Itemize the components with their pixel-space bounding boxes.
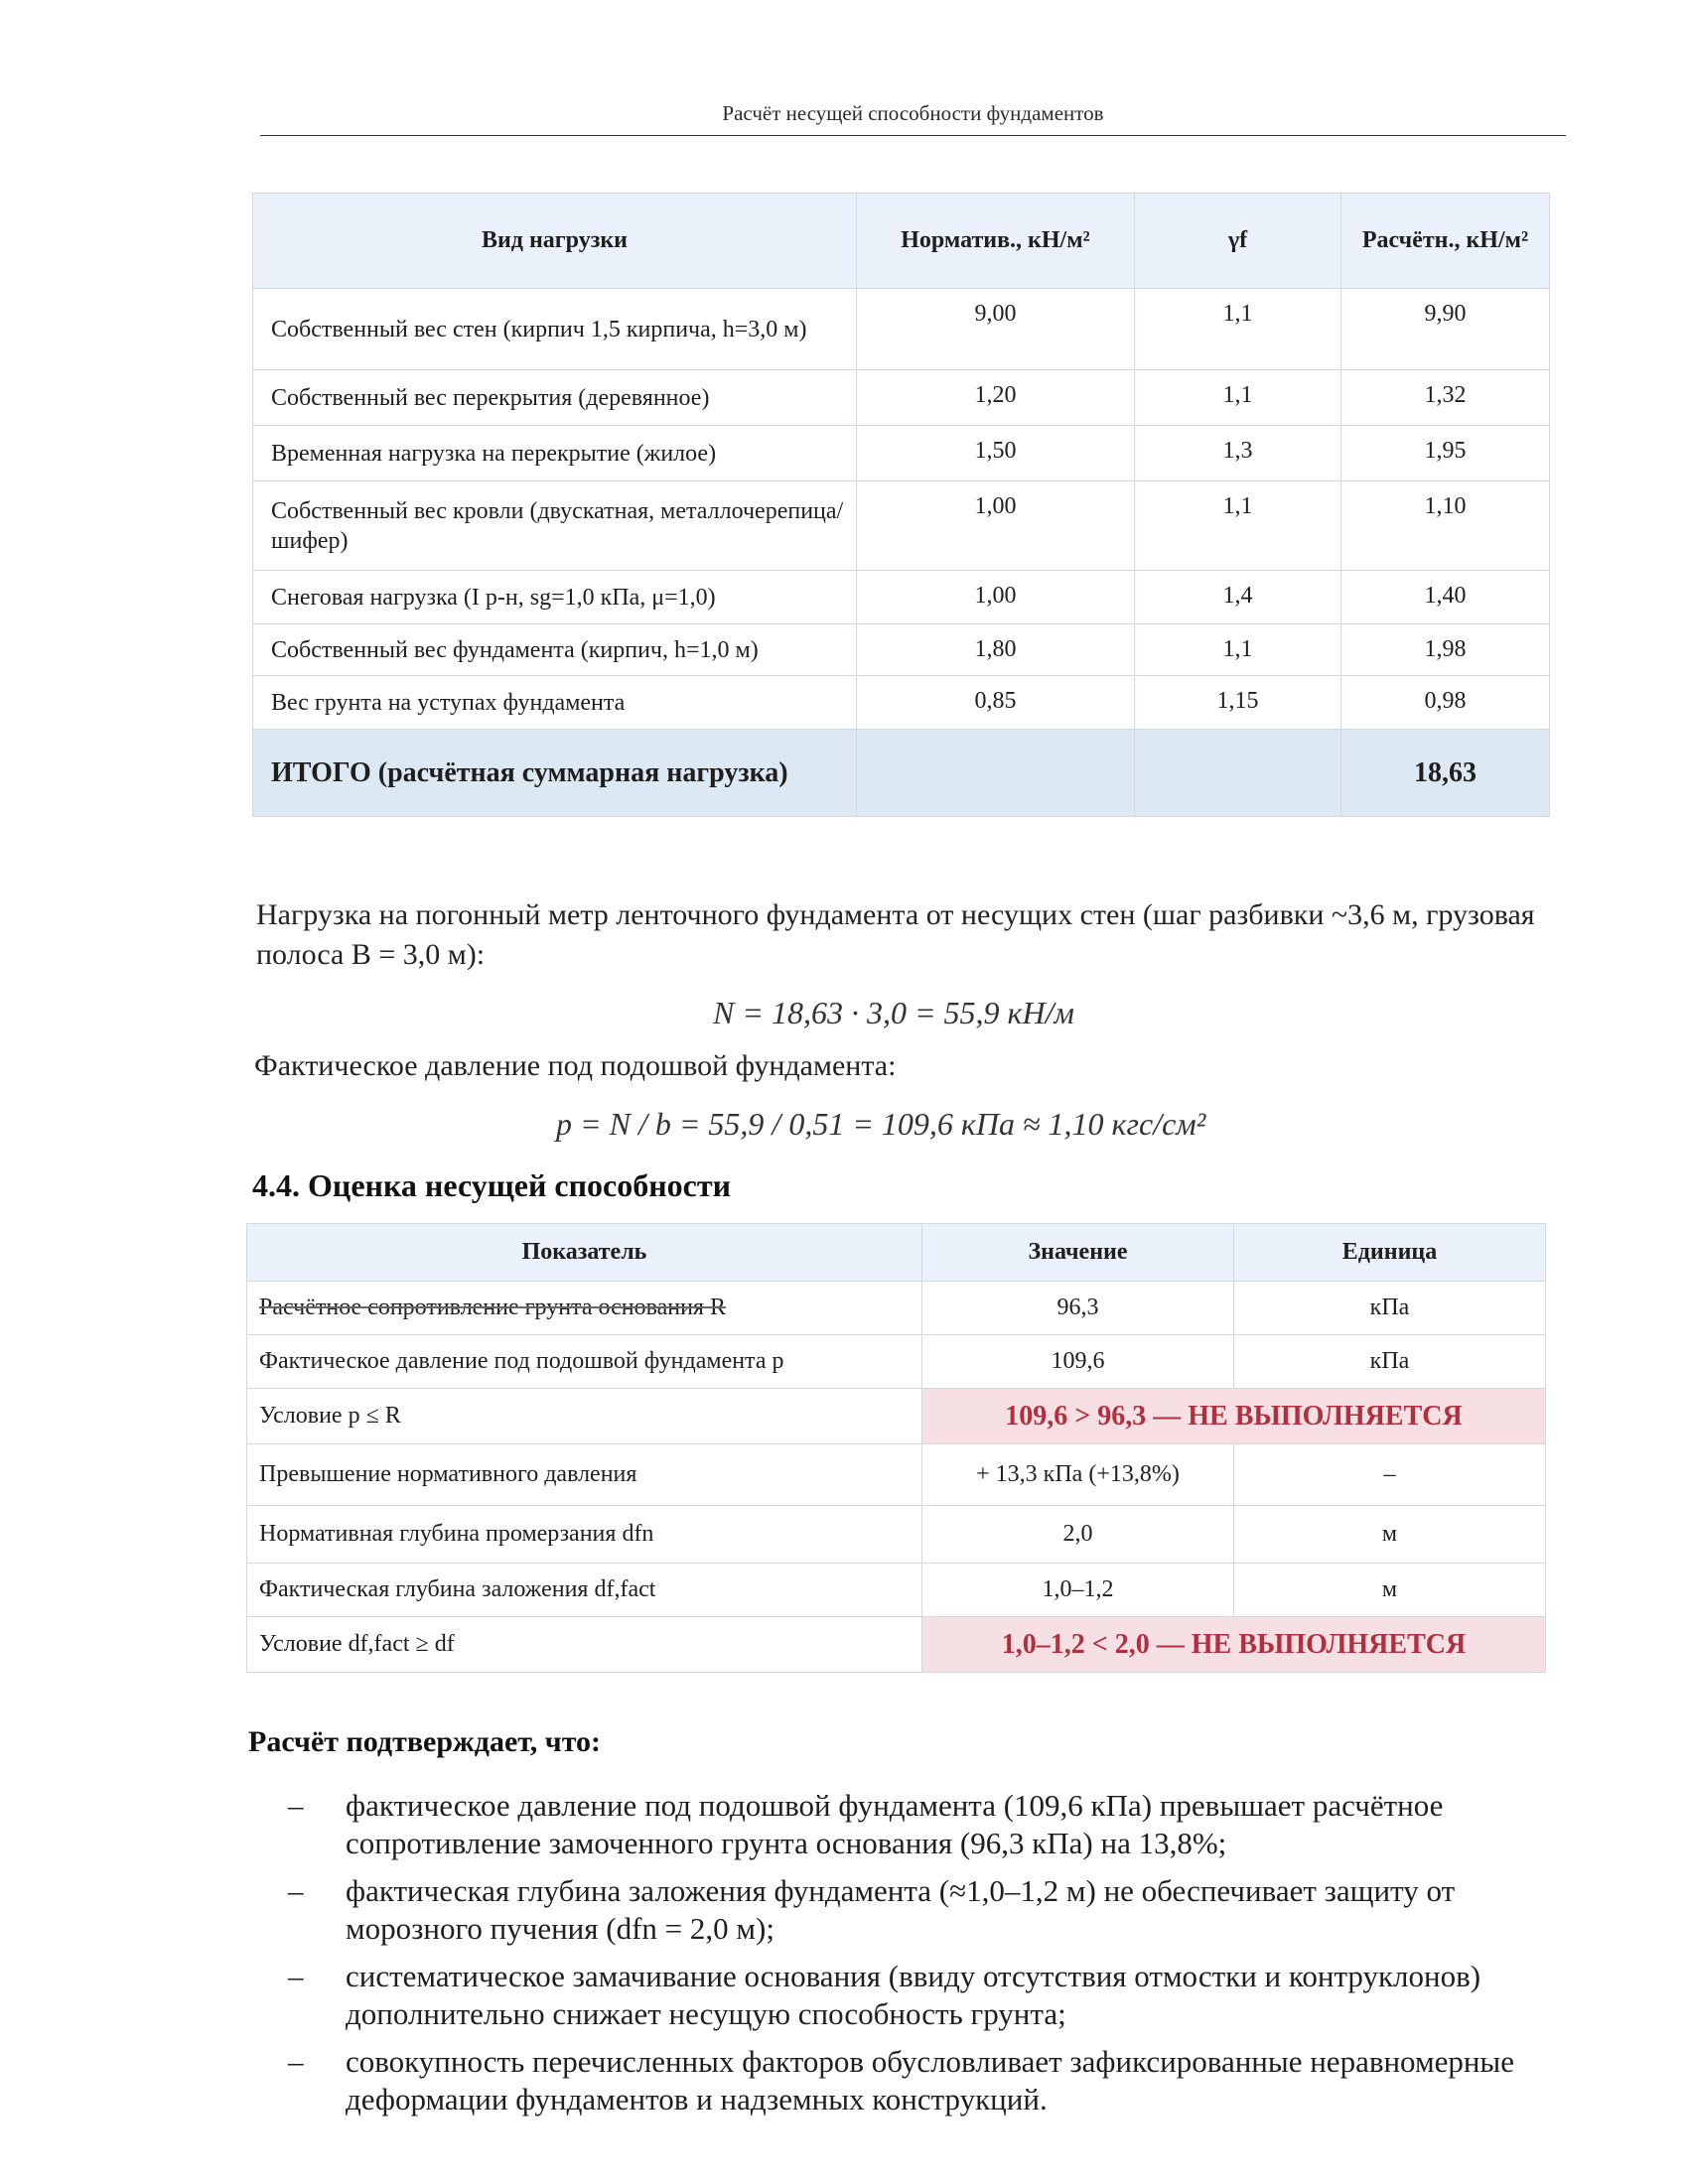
load-norm: 1,00 xyxy=(857,571,1135,624)
assess-name: Фактическая глубина заложения df,fact xyxy=(247,1564,922,1617)
load-gf: 1,1 xyxy=(1135,481,1341,571)
assess-value: + 13,3 кПа (+13,8%) xyxy=(922,1444,1234,1506)
load-gf: 1,3 xyxy=(1135,426,1341,481)
fail-badge: 1,0–1,2 < 2,0 — НЕ ВЫПОЛНЯЕТСЯ xyxy=(922,1617,1546,1673)
page-header xyxy=(260,99,1566,136)
load-gf: 1,4 xyxy=(1135,571,1341,624)
table-row xyxy=(253,289,1550,370)
load-norm: 0,85 xyxy=(857,676,1135,730)
assess-value: 96,3 xyxy=(922,1282,1234,1335)
list-item xyxy=(288,1787,1559,1862)
load-gf: 1,1 xyxy=(1135,624,1341,676)
table-row xyxy=(247,1617,1546,1673)
load-calc: 1,32 xyxy=(1341,370,1550,426)
assess-header-value: Значение xyxy=(922,1224,1234,1282)
bullet-dash: – xyxy=(288,1873,304,1908)
load-norm: 1,50 xyxy=(857,426,1135,481)
load-name: Собственный вес перекрытия (деревянное) xyxy=(253,370,857,426)
load-calc: 9,90 xyxy=(1341,289,1550,370)
list-item xyxy=(288,2043,1559,2118)
assess-header-indicator: Показатель xyxy=(247,1224,922,1282)
total-empty-cell xyxy=(1135,730,1341,817)
page-header-title: Расчёт несущей способности фундаментов xyxy=(722,101,1104,125)
loads-header-type: Вид нагрузки xyxy=(253,194,857,289)
assess-unit: м xyxy=(1234,1506,1546,1564)
table-row xyxy=(247,1282,1546,1335)
table-row xyxy=(253,571,1550,624)
formula-n: N = 18,63 · 3,0 = 55,9 кН/м xyxy=(713,995,1074,1030)
list-item-text: фактическая глубина заложения фундамента (≈1,0–1,2 м) не обеспечивает защиту от морозного пучения (dfn = 2,0 м); xyxy=(346,1873,1456,1946)
load-name: Собственный вес кровли (двускатная, металлочерепица/шифер) xyxy=(253,481,857,571)
load-norm: 1,00 xyxy=(857,481,1135,571)
assess-name: Фактическое давление под подошвой фундамента p xyxy=(247,1335,922,1389)
bullet-dash: – xyxy=(288,1959,304,1993)
load-name: Собственный вес фундамента (кирпич, h=1,0 м) xyxy=(253,624,857,676)
formula-p: p = N / b = 55,9 / 0,51 = 109,6 кПа ≈ 1,10 кгс/см² xyxy=(556,1106,1206,1142)
load-gf: 1,15 xyxy=(1135,676,1341,730)
load-norm: 1,80 xyxy=(857,624,1135,676)
assessment-table xyxy=(246,1223,1546,1673)
assess-value: 109,6 xyxy=(922,1335,1234,1389)
load-name: Собственный вес стен (кирпич 1,5 кирпича, h=3,0 м) xyxy=(253,289,857,370)
table-row xyxy=(247,1335,1546,1389)
total-empty-cell xyxy=(857,730,1135,817)
conclusion-list xyxy=(288,1787,1559,2128)
table-row xyxy=(253,481,1550,571)
assess-header-unit: Единица xyxy=(1234,1224,1546,1282)
assess-name: Условие df,fact ≥ df xyxy=(247,1617,922,1673)
load-calc: 0,98 xyxy=(1341,676,1550,730)
table-row xyxy=(247,1506,1546,1564)
load-name: Временная нагрузка на перекрытие (жилое) xyxy=(253,426,857,481)
assess-value: 1,0–1,2 xyxy=(922,1564,1234,1617)
table-row xyxy=(253,624,1550,676)
bullet-dash: – xyxy=(288,2044,304,2079)
fail-badge: 109,6 > 96,3 — НЕ ВЫПОЛНЯЕТСЯ xyxy=(922,1389,1546,1444)
load-norm: 1,20 xyxy=(857,370,1135,426)
assess-name: Условие p ≤ R xyxy=(247,1389,922,1444)
assess-unit: – xyxy=(1234,1444,1546,1506)
assess-value: 2,0 xyxy=(922,1506,1234,1564)
section-title: 4.4. Оценка несущей способности xyxy=(252,1167,732,1203)
load-name: Вес грунта на уступах фундамента xyxy=(253,676,857,730)
list-item-text: совокупность перечисленных факторов обусловливает зафиксированные неравномерные деформации фундаментов и надземных конструкций. xyxy=(346,2044,1515,2116)
load-calc: 1,98 xyxy=(1341,624,1550,676)
list-item-text: систематическое замачивание основания (ввиду отсутствия отмостки и контруклонов) дополнительно снижает несущую способность грунта; xyxy=(346,1959,1481,2031)
load-norm: 9,00 xyxy=(857,289,1135,370)
load-gf: 1,1 xyxy=(1135,289,1341,370)
load-calc: 1,10 xyxy=(1341,481,1550,571)
load-name: Снеговая нагрузка (I р-н, sg=1,0 кПа, μ=1,0) xyxy=(253,571,857,624)
list-item-text: фактическое давление под подошвой фундамента (109,6 кПа) превышает расчётное сопротивление замоченного грунта основания (96,3 кПа) на 13,8%; xyxy=(346,1788,1444,1860)
table-row xyxy=(253,676,1550,730)
load-calc: 1,95 xyxy=(1341,426,1550,481)
list-item xyxy=(288,1958,1559,2033)
table-row xyxy=(247,1444,1546,1506)
loads-table xyxy=(252,193,1550,817)
total-value: 18,63 xyxy=(1341,730,1550,817)
table-row xyxy=(253,426,1550,481)
table-row xyxy=(247,1564,1546,1617)
assess-name: Расчётное сопротивление грунта основания R xyxy=(247,1282,922,1335)
pressure-paragraph: Фактическое давление под подошвой фундамента: xyxy=(254,1049,897,1082)
loads-header-norm: Норматив., кН/м² xyxy=(857,194,1135,289)
assess-unit: кПа xyxy=(1234,1282,1546,1335)
assess-name: Нормативная глубина промерзания dfn xyxy=(247,1506,922,1564)
assess-unit: м xyxy=(1234,1564,1546,1617)
conclusion-title: Расчёт подтверждает, что: xyxy=(248,1725,602,1758)
assess-unit: кПа xyxy=(1234,1335,1546,1389)
loads-header-calc: Расчётн., кН/м² xyxy=(1341,194,1550,289)
load-paragraph: Нагрузка на погонный метр ленточного фундамента от несущих стен (шаг разбивки ~3,6 м, грузовая полоса B = 3,0 м): xyxy=(256,898,1535,971)
load-calc: 1,40 xyxy=(1341,571,1550,624)
loads-header-gf: γf xyxy=(1135,194,1341,289)
assess-name: Превышение нормативного давления xyxy=(247,1444,922,1506)
list-item xyxy=(288,1872,1559,1948)
total-label: ИТОГО (расчётная суммарная нагрузка) xyxy=(253,730,857,817)
total-row xyxy=(253,730,1550,817)
bullet-dash: – xyxy=(288,1788,304,1823)
table-row xyxy=(253,370,1550,426)
load-gf: 1,1 xyxy=(1135,370,1341,426)
table-row xyxy=(247,1389,1546,1444)
